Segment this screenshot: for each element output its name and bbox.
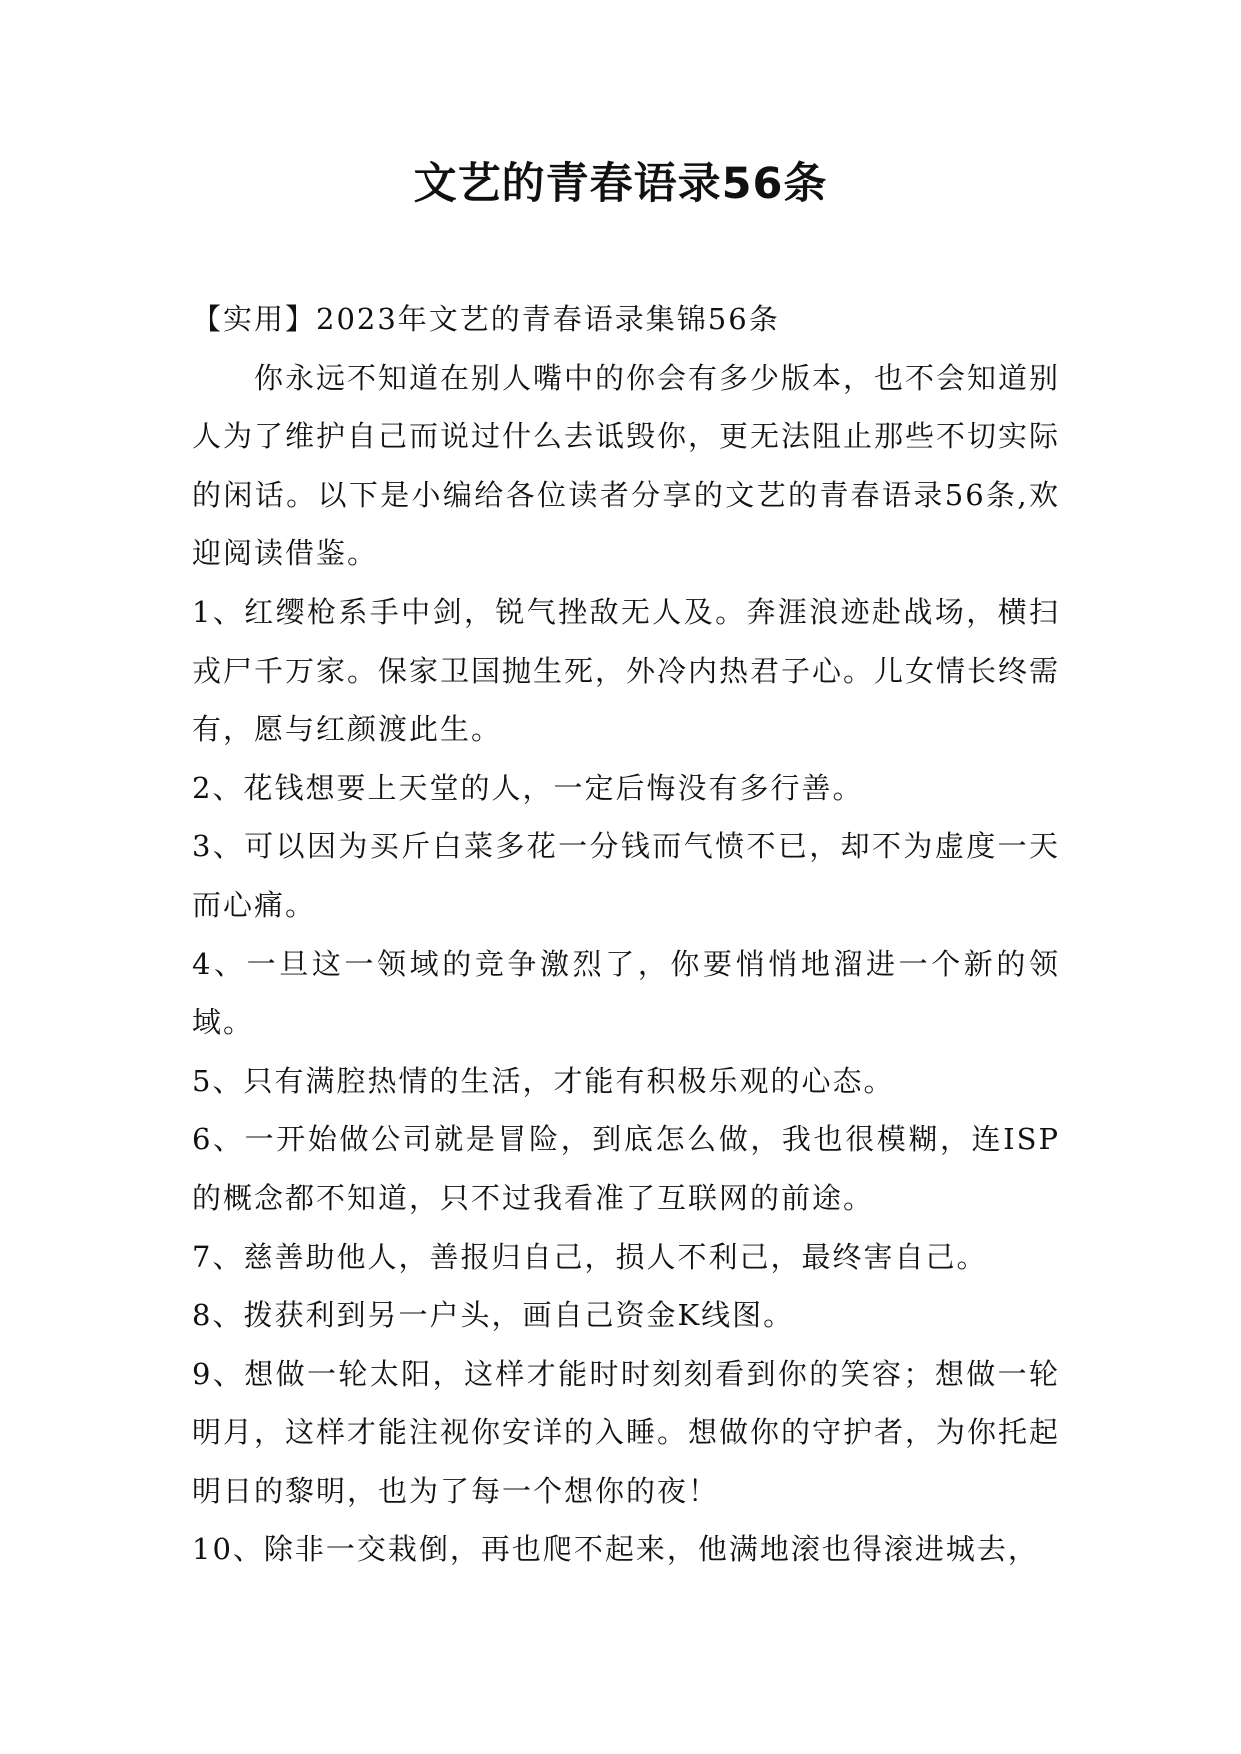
list-item: 3、可以因为买斤白菜多花一分钱而气愤不已，却不为虚度一天而心痛。 [192,829,1060,922]
list-item: 10、除非一交栽倒，再也爬不起来，他满地滚也得滚进城去， [192,1532,1039,1567]
document-title: 文艺的青春语录56条 [413,159,828,209]
list-item: 1、红缨枪系手中剑，锐气挫敌无人及。奔涯浪迹赴战场，横扫戎尸千万家。保家卫国抛生死，外冷内热君子心。儿女情长终需有，愿与红颜渡此生。 [192,594,1061,747]
document-subtitle: 【实用】2023年文艺的青春语录集锦56条 [192,302,780,336]
intro-paragraph: 你永远不知道在别人嘴中的你会有多少版本，也不会知道别人为了维护自己而说过什么去诋毁你，更无法阻止那些不切实际的闲话。以下是小编给各位读者分享的文艺的青春语录56条,欢迎阅读借鉴。 [192,360,1061,571]
list-item: 9、想做一轮太阳，这样才能时时刻刻看到你的笑容；想做一轮明月，这样才能注视你安详的入睡。想做你的守护者，为你托起明日的黎明，也为了每一个想你的夜！ [192,1356,1061,1508]
document-body [192,290,1060,1579]
list-item: 5、只有满腔热情的生活，才能有积极乐观的心态。 [192,1063,895,1098]
list-item: 7、慈善助他人，善报归自己，损人不利己，最终害自己。 [192,1239,988,1274]
list-item: 2、花钱想要上天堂的人，一定后悔没有多行善。 [192,770,864,805]
list-item: 6、一开始做公司就是冒险，到底怎么做，我也很模糊，连ISP的概念都不知道，只不过我看准了互联网的前途。 [192,1122,1060,1215]
list-item: 8、拨获利到另一户头，画自己资金K线图。 [192,1298,795,1333]
list-item: 4、一旦这一领域的竞争激烈了，你要悄悄地溜进一个新的领域。 [192,946,1060,1040]
